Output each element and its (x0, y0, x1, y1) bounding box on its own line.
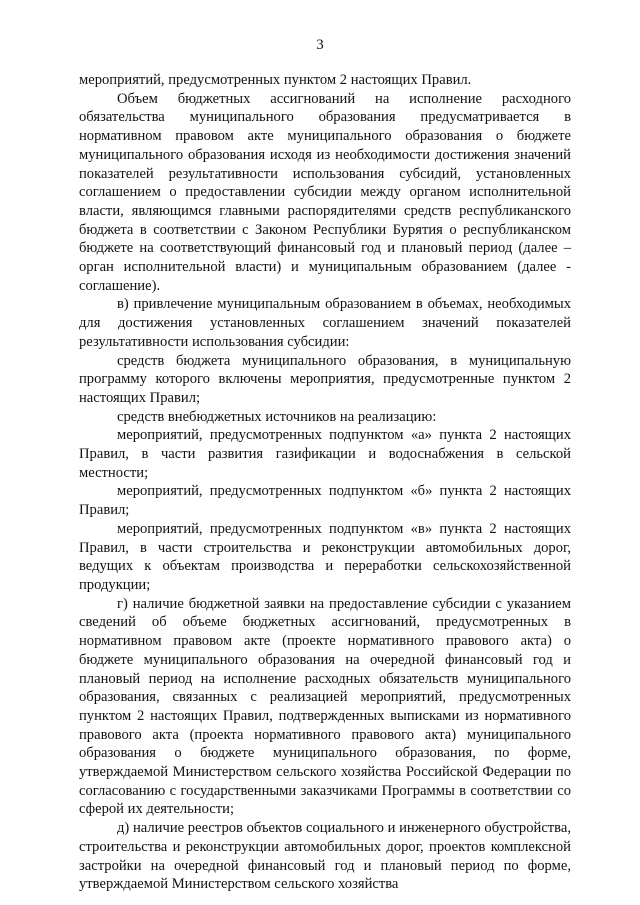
paragraph-subitem-v: мероприятий, предусмотренных подпунктом «в» пункта 2 настоящих Правил, в части строительства и реконструкции автомобильных дорог, ведущих к объектам производства и переработки сельскохозяйственной продукции; (79, 520, 571, 593)
paragraph-item-v: в) привлечение муниципальным образованием в объемах, необходимых для достижения установленных соглашением значений показателей результативности использования субсидии: (79, 296, 571, 350)
paragraph-budget-allocation: Объем бюджетных ассигнований на исполнение расходного обязательства муниципального образования предусматривается в нормативном правовом акте муниципального образования о бюджете муниципального образования исходя из необходимости достижения значений показателей результативности использования субсидий, установленных соглашением о предоставлении субсидии между органом исполнительной власти, являющимся главными распорядителями средств республиканского бюджета в соответствии с Законом Республики Бурятия о республиканском бюджете на соответствующий финансовый год и плановый период (далее – орган исполнительной власти) и муниципальным образованием (далее - соглашение). (79, 90, 571, 294)
paragraph-extrabudgetary-sources: средств внебюджетных источников на реализацию: (117, 408, 437, 425)
page-number: 3 (316, 37, 324, 53)
document-body (79, 71, 571, 894)
paragraph-subitem-a: мероприятий, предусмотренных подпунктом «а» пункта 2 настоящих Правил, в части развития газификации и водоснабжения в сельской местности; (79, 427, 571, 481)
paragraph-item-d: д) наличие реестров объектов социального и инженерного обустройства, строительства и реконструкции автомобильных дорог, проектов комплексной застройки на очередной финансовый год и плановый период по форме, утверждаемой Министерством сельского хозяйства (79, 820, 571, 893)
paragraph-continuation: мероприятий, предусмотренных пунктом 2 настоящих Правил. (79, 72, 472, 88)
paragraph-item-g: г) наличие бюджетной заявки на предоставление субсидии с указанием сведений об объеме бюджетных ассигнований, предусмотренных в нормативном правовом акте (проекте нормативного правового акта) о бюджете муниципального образования на очередной финансовый год и плановый период на исполнение расходных обязательств муниципального образования, связанных с реализацией мероприятий, предусмотренных пунктом 2 настоящих Правил, подтвержденных выписками из нормативного правового акта (проекта нормативного правового акта) муниципального образования о бюджете муниципального образования, по форме, утверждаемой Министерством сельского хозяйства Российской Федерации по согласованию с государственными заказчиками Программы в соответствии со сферой их деятельности; (79, 595, 571, 818)
paragraph-subitem-b: мероприятий, предусмотренных подпунктом «б» пункта 2 настоящих Правил; (79, 483, 571, 519)
paragraph-municipal-funds: средств бюджета муниципального образования, в муниципальную программу которого включены мероприятия, предусмотренные пунктом 2 настоящих Правил; (79, 352, 571, 406)
